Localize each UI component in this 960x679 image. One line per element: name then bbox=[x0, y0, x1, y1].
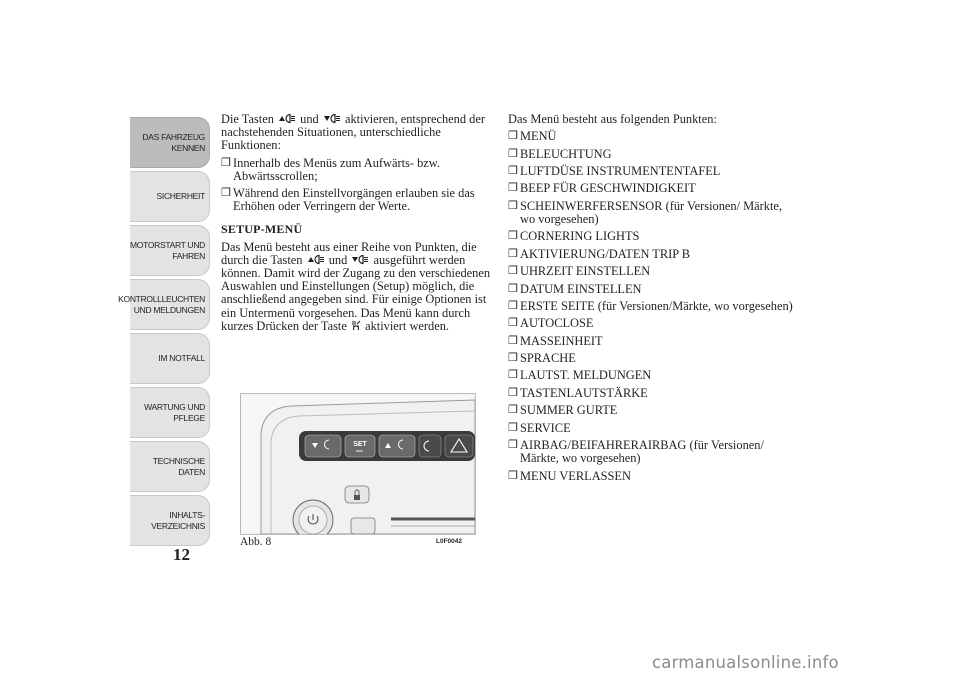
list-item bbox=[508, 248, 798, 261]
bullet-box-icon: ❒ bbox=[508, 317, 518, 330]
set-menu-icon bbox=[351, 320, 361, 331]
list-item-text: Innerhalb des Menüs zum Aufwärts- bzw. Abwärtsscrollen; bbox=[233, 155, 441, 183]
figure-code: L0F0042 bbox=[436, 538, 463, 545]
bullet-box-icon: ❒ bbox=[508, 299, 518, 312]
tab-label: TECHNISCHE DATEN bbox=[152, 455, 205, 477]
bullet-box-icon: ❒ bbox=[508, 369, 518, 382]
paragraph-text: aktiviert werden. bbox=[365, 318, 450, 333]
bullet-box-icon: ❒ bbox=[508, 182, 518, 195]
list-item bbox=[508, 387, 798, 400]
tab-kontrollleuchten[interactable] bbox=[118, 279, 210, 330]
bullet-box-icon: ❒ bbox=[508, 147, 518, 160]
bullet-box-icon: ❒ bbox=[508, 334, 518, 347]
bullet-box-icon: ❒ bbox=[508, 404, 518, 417]
left-column bbox=[221, 113, 493, 337]
list-item bbox=[508, 422, 798, 435]
bullet-box-icon: ❒ bbox=[508, 247, 518, 260]
list-item bbox=[508, 470, 798, 483]
list-item bbox=[508, 300, 798, 313]
list-item-text: SUMMER GURTE bbox=[520, 403, 618, 418]
tab-motorstart-und-fahren[interactable] bbox=[130, 225, 210, 276]
list-item bbox=[508, 439, 798, 465]
right-column bbox=[508, 113, 798, 487]
intro-text: Die Tasten bbox=[221, 112, 274, 126]
list-item bbox=[508, 335, 798, 348]
bullet-box-icon: ❒ bbox=[508, 421, 518, 434]
list-item-text: TASTENLAUTSTÄRKE bbox=[520, 385, 648, 400]
list-item-text: CORNERING LIGHTS bbox=[520, 229, 640, 244]
down-headlight-icon bbox=[351, 254, 369, 265]
bullet-box-icon: ❒ bbox=[508, 265, 518, 278]
tab-sicherheit[interactable] bbox=[130, 171, 210, 222]
tab-inhaltsverzeichnis[interactable] bbox=[130, 495, 210, 546]
list-item-text: SPRACHE bbox=[520, 351, 576, 366]
list-item bbox=[508, 165, 798, 178]
menu-intro: Das Menü besteht aus folgenden Punkten: bbox=[508, 112, 717, 126]
bullet-box-icon: ❒ bbox=[221, 156, 231, 169]
dashboard-figure bbox=[240, 393, 476, 535]
bullet-box-icon: ❒ bbox=[508, 199, 518, 212]
list-item bbox=[508, 200, 798, 226]
list-item bbox=[508, 182, 798, 195]
up-headlight-icon bbox=[278, 113, 296, 124]
list-item bbox=[508, 265, 798, 278]
tab-label: IM NOTFALL bbox=[158, 353, 205, 363]
list-item-text: DATUM EINSTELLEN bbox=[520, 281, 642, 296]
bullet-box-icon: ❒ bbox=[508, 439, 518, 452]
list-item bbox=[508, 317, 798, 330]
bullet-box-icon: ❒ bbox=[508, 230, 518, 243]
list-item-text: BEEP FÜR GESCHWINDIGKEIT bbox=[520, 181, 696, 196]
dashboard-illustration bbox=[241, 394, 475, 534]
list-item bbox=[508, 230, 798, 243]
down-headlight-icon bbox=[323, 113, 341, 124]
list-item-text: MENU VERLASSEN bbox=[520, 468, 631, 483]
chapter-tabs bbox=[118, 117, 210, 549]
tab-label: SICHERHEIT bbox=[156, 191, 205, 201]
tab-technische-daten[interactable] bbox=[130, 441, 210, 492]
list-item bbox=[508, 404, 798, 417]
list-item-text: ERSTE SEITE (für Versionen/Märkte, wo vorgesehen) bbox=[520, 298, 793, 313]
list-item-text: MENÜ bbox=[520, 129, 557, 144]
list-item-text: MASSEINHEIT bbox=[520, 333, 603, 348]
bullet-box-icon: ❒ bbox=[508, 130, 518, 143]
list-item bbox=[221, 187, 493, 213]
list-item-text: LAUTST. MELDUNGEN bbox=[520, 368, 652, 383]
tab-label: WARTUNG UND PFLEGE bbox=[144, 401, 205, 423]
figure-caption: Abb. 8 bbox=[240, 536, 272, 548]
list-item-text: AKTIVIERUNG/DATEN TRIP B bbox=[520, 246, 691, 261]
list-item bbox=[508, 148, 798, 161]
tab-wartung-und-pflege[interactable] bbox=[130, 387, 210, 438]
up-headlight-icon bbox=[307, 254, 325, 265]
setup-paragraph bbox=[221, 241, 493, 333]
bullet-box-icon: ❒ bbox=[508, 282, 518, 295]
tab-label: INHALTS- VERZEICHNIS bbox=[151, 509, 205, 531]
page-number: 12 bbox=[173, 545, 190, 564]
tab-im-notfall[interactable] bbox=[130, 333, 210, 384]
paragraph-text: ausgeführt werden können. Damit wird der Zugang zu den verschiedenen Auswahlen und Einstellungen (Setup) möglich, die anschließend angegeben sind. Für einige Optionen ist ein Untermenü vorgesehen. Das Menü kann durch kurzes Drücken der Taste bbox=[221, 252, 491, 333]
section-heading: SETUP-MENÜ bbox=[221, 222, 303, 237]
bullet-box-icon: ❒ bbox=[221, 187, 231, 200]
list-item-text: Während den Einstellvorgängen erlauben sie das Erhöhen oder Verringern der Werte. bbox=[233, 186, 475, 214]
paragraph-text: Das Menü besteht aus einer Reihe von Punkten, die durch die Tasten bbox=[221, 239, 477, 267]
bullet-box-icon: ❒ bbox=[508, 164, 518, 177]
intro-text: aktivieren, entsprechend der nachstehenden Situationen, unterschiedliche Funktionen: bbox=[221, 112, 485, 153]
list-item-text: AUTOCLOSE bbox=[520, 316, 594, 331]
list-item bbox=[508, 352, 798, 365]
list-item-text: UHRZEIT EINSTELLEN bbox=[520, 264, 651, 279]
intro-text: und bbox=[300, 112, 319, 126]
list-item-text: BELEUCHTUNG bbox=[520, 146, 612, 161]
watermark: carmanualsonline.info bbox=[652, 653, 839, 672]
intro-paragraph bbox=[221, 113, 493, 153]
tab-label: DAS FAHRZEUG KENNEN bbox=[142, 131, 205, 153]
list-item-text: AIRBAG/BEIFAHRERAIRBAG (für Versionen/ Märkte, wo vorgesehen) bbox=[520, 438, 764, 466]
list-item bbox=[508, 130, 798, 143]
list-item-text: SERVICE bbox=[520, 420, 571, 435]
list-item bbox=[508, 283, 798, 296]
list-item-text: LUFTDÜSE INSTRUMENTENTAFEL bbox=[520, 163, 721, 178]
list-item bbox=[221, 157, 493, 183]
set-button-label: SET bbox=[353, 441, 367, 448]
tab-label: MOTORSTART UND FAHREN bbox=[130, 239, 205, 261]
tab-label: KONTROLLLEUCHTEN UND MELDUNGEN bbox=[118, 293, 205, 315]
bullet-box-icon: ❒ bbox=[508, 469, 518, 482]
paragraph-text: und bbox=[328, 252, 348, 267]
list-item-text: SCHEINWERFERSENSOR (für Versionen/ Märkte, wo vorgesehen) bbox=[520, 198, 783, 226]
tab-das-fahrzeug-kennen[interactable] bbox=[130, 117, 210, 168]
bullet-box-icon: ❒ bbox=[508, 352, 518, 365]
list-item bbox=[508, 369, 798, 382]
bullet-box-icon: ❒ bbox=[508, 386, 518, 399]
